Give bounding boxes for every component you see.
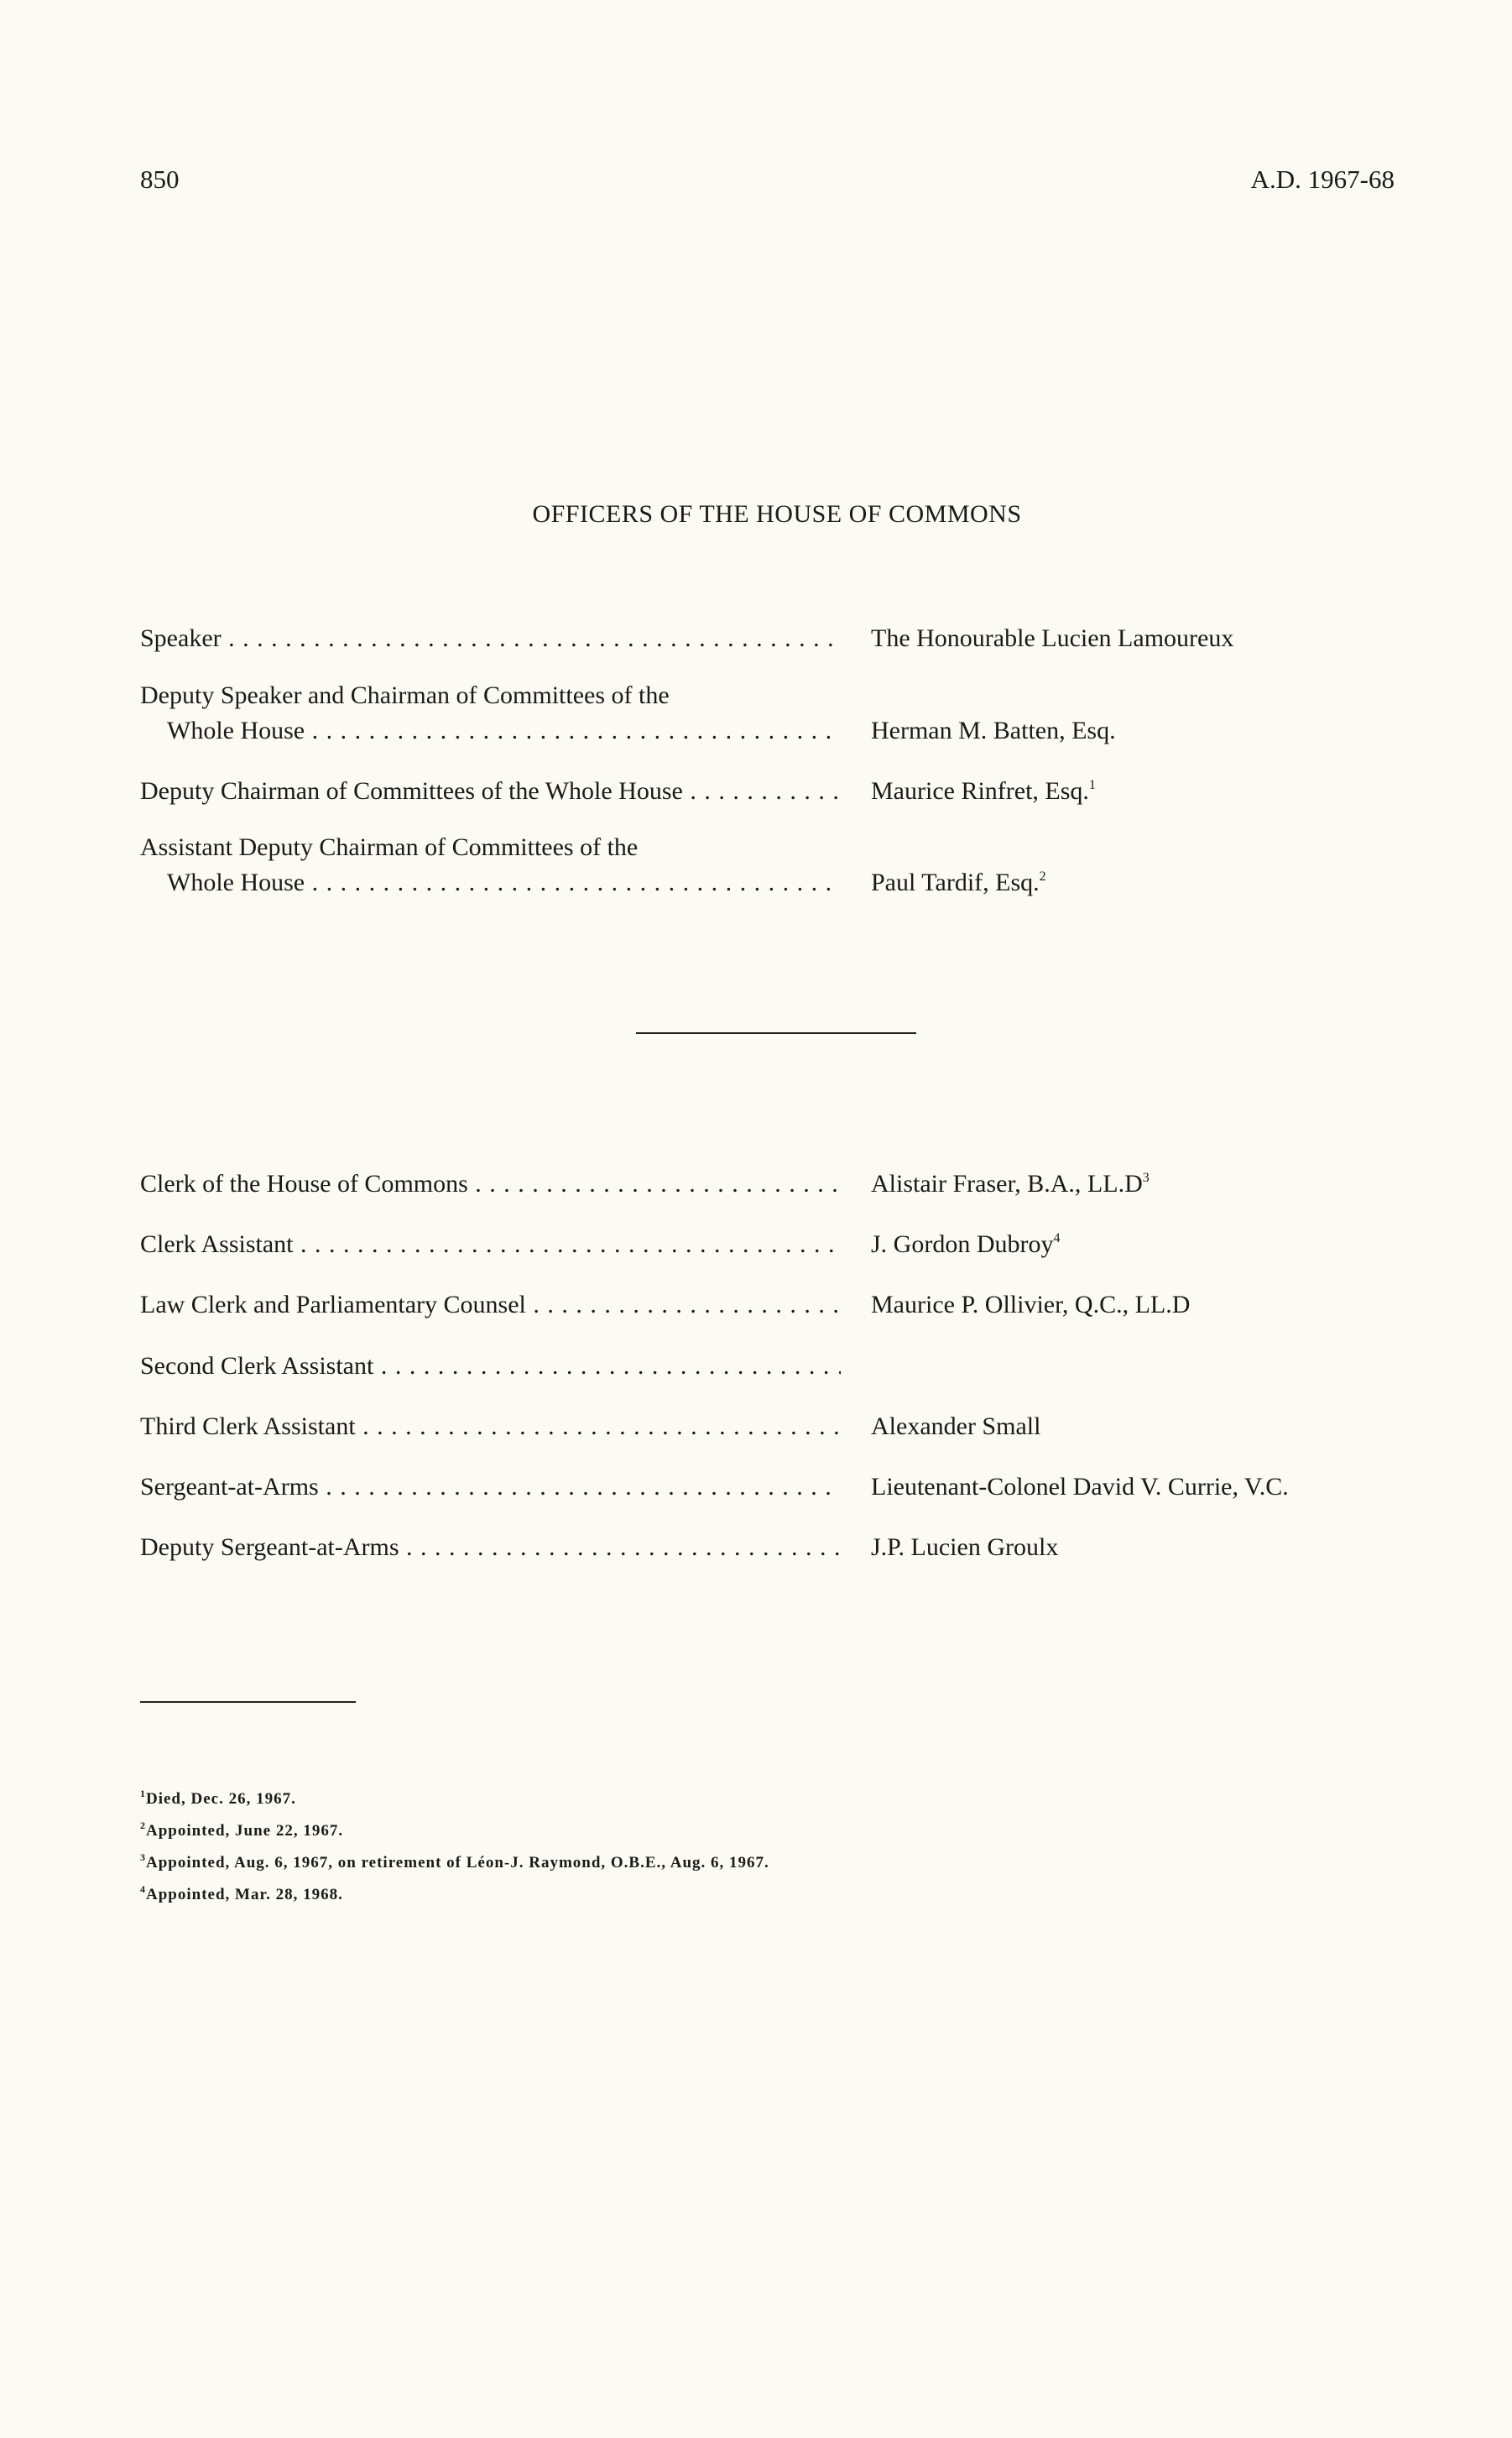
officer-row-third-clerk-assistant — [140, 1407, 1399, 1441]
office-name-line1: Assistant Deputy Chairman of Committees of the — [140, 833, 639, 861]
office-holder: Lieutenant-Colonel David V. Currie, V.C. — [871, 1473, 1289, 1501]
office-holder: The Honourable Lucien Lamoureux — [871, 624, 1234, 652]
office-holder: Alistair Fraser, B.A., $LL.D^3$ — [871, 1170, 1150, 1198]
office-name: Clerk of the House of Commons . . . — [140, 1170, 841, 1198]
officer-row-deputy-chairman — [140, 772, 1399, 806]
footnote: $^2$Appointed, June 22, 1967. — [140, 1819, 344, 1840]
office-holder: J. Gordon Dubroy$^4$ — [871, 1230, 1061, 1258]
office-name: Third Clerk Assistant . . . — [140, 1412, 841, 1441]
office-name: Second Clerk Assistant . . . — [140, 1352, 841, 1381]
office-holder: J.P. Lucien Groulx — [871, 1533, 1059, 1561]
footnote-divider — [140, 1701, 356, 1703]
officer-row-deputy-speaker — [140, 681, 1399, 745]
footnote-mark: 4 — [1053, 1231, 1061, 1245]
office-name: Law Clerk and Parliamentary Counsel . . . — [140, 1291, 841, 1319]
office-name: Clerk Assistant . . . — [140, 1230, 841, 1259]
footnote-mark: 2 — [1039, 869, 1046, 884]
office-holder: Maurice P. Ollivier, Q.C., LL.D — [871, 1291, 1191, 1318]
officer-row-sergeant-at-arms — [140, 1468, 1399, 1501]
footnote: $^3$Appointed, Aug. 6, 1967, on retirement of Léon-J. Raymond, O.B.E., Aug. 6, 1967. — [140, 1851, 769, 1872]
section-divider — [636, 1032, 916, 1034]
officer-row-speaker — [140, 619, 1399, 653]
office-name: Whole House . . . — [167, 717, 841, 745]
footnote: $^1$Died, Dec. 26, 1967. — [140, 1788, 296, 1808]
office-holder: Herman M. Batten, Esq. — [871, 717, 1116, 744]
officer-row-clerk-assistant — [140, 1225, 1399, 1259]
officer-row-deputy-sergeant-at-arms — [140, 1528, 1399, 1562]
office-holder: Alexander Small — [871, 1412, 1041, 1440]
office-name: Deputy Chairman of Committees of the Whole House . . . — [140, 777, 841, 806]
office-holder: Paul Tardif, Esq.$^2$ — [871, 869, 1046, 896]
officer-row-assistant-deputy-chairman — [140, 833, 1399, 897]
footnote-mark: 3 — [1142, 1171, 1150, 1185]
office-name: Speaker . . . — [140, 624, 841, 653]
officer-row-clerk — [140, 1165, 1399, 1198]
office-name-line1: Deputy Speaker and Chairman of Committees of the — [140, 681, 670, 709]
office-holder: Maurice Rinfret, Esq.$^1$ — [871, 777, 1096, 805]
footnote: $^4$Appointed, Mar. 28, 1968. — [140, 1883, 343, 1903]
page-title: OFFICERS OF THE HOUSE OF COMMONS — [532, 500, 1022, 528]
office-name: Whole House . . . — [167, 869, 841, 897]
footnote-mark: 1 — [1088, 778, 1096, 792]
officer-row-second-clerk-assistant — [140, 1347, 1399, 1381]
page-date: A.D. 1967-68 — [1250, 164, 1395, 194]
officer-row-law-clerk — [140, 1286, 1399, 1319]
office-name: Deputy Sergeant-at-Arms . . . — [140, 1533, 841, 1562]
footnotes — [140, 1778, 1315, 1905]
office-name: Sergeant-at-Arms . . . — [140, 1473, 841, 1501]
page-number: 850 — [140, 164, 180, 194]
